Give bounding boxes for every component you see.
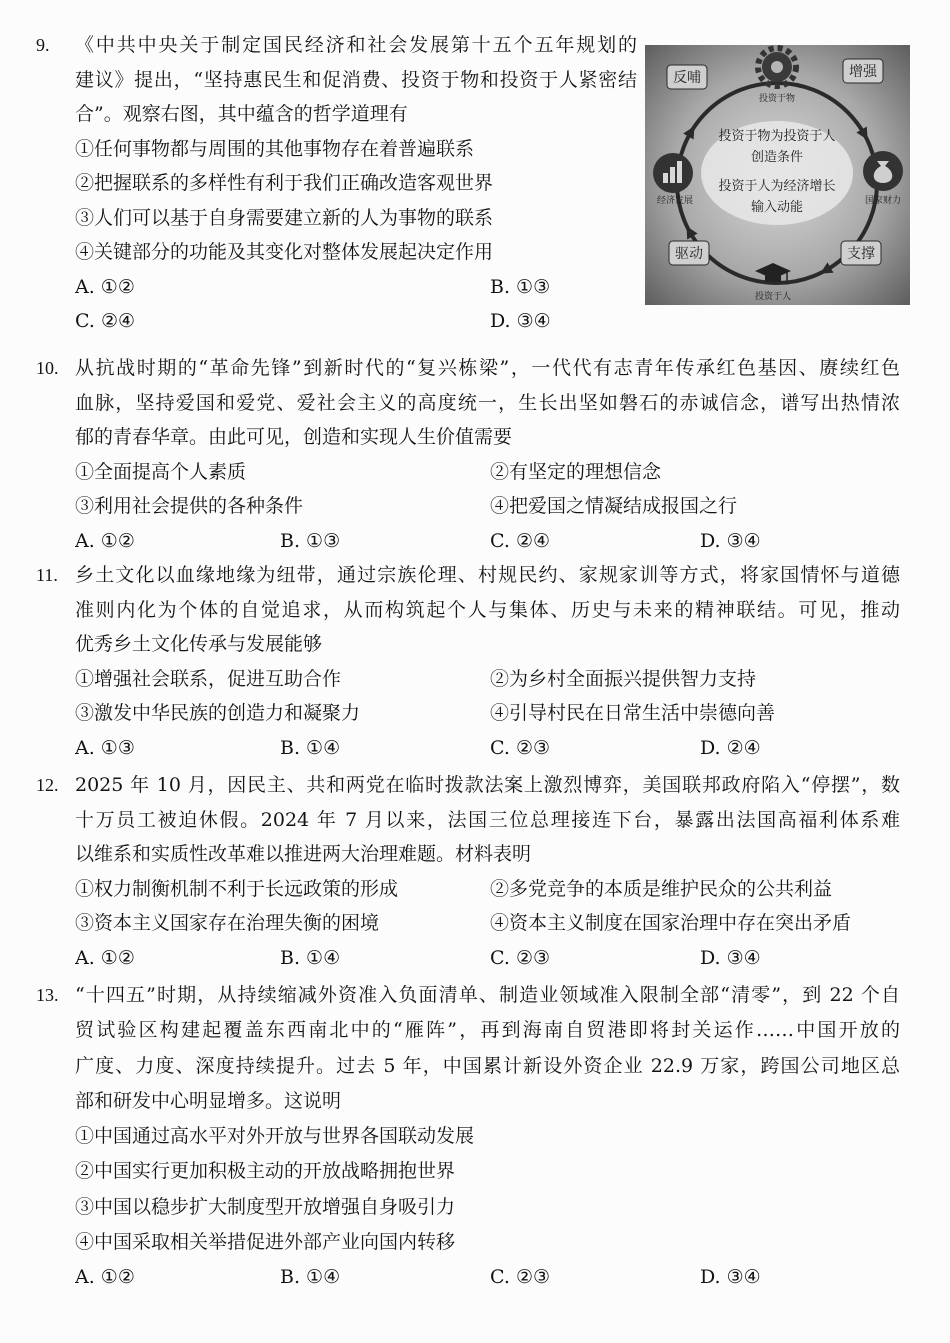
answer-row xyxy=(75,941,900,976)
center-line: 创造条件 xyxy=(750,150,804,165)
answer-choice-a: A. ①② xyxy=(75,275,135,298)
stem-line: “十四五”时期，从持续缩减外资准入负面清单、制造业领域准入限制全部“清零”，到 22 个自 xyxy=(75,984,900,1006)
option-1: ①全面提高个人素质 xyxy=(75,460,247,483)
question-number: 9. xyxy=(36,35,50,55)
option-row xyxy=(75,696,900,731)
stem-line: 从抗战时期的“革命先锋”到新时代的“复兴栋梁”，一代代有志青年传承红色基因、赓续红色 xyxy=(75,357,900,379)
answer-row xyxy=(75,524,900,559)
question-body xyxy=(75,768,900,975)
option-2: ②把握联系的多样性有利于我们正确改造客观世界 xyxy=(75,172,494,194)
answer-choice-c: C. ②③ xyxy=(490,736,551,759)
option-3: ③利用社会提供的各种条件 xyxy=(75,495,304,517)
answer-row xyxy=(75,731,900,766)
option-row xyxy=(75,662,900,697)
center-line: 投资于物为投资于人 xyxy=(718,129,836,144)
question-body xyxy=(75,558,900,765)
option-3: ③激发中华民族的创造力和凝聚力 xyxy=(75,702,361,724)
investment-cycle-figure xyxy=(645,45,910,305)
caption-right: 国家财力 xyxy=(864,196,902,206)
answer-row xyxy=(75,304,900,339)
question-body xyxy=(75,978,900,1296)
option-1: ①权力制衡机制不利于长远政策的形成 xyxy=(75,877,399,900)
center-line: 输入动能 xyxy=(750,200,804,215)
question-body xyxy=(75,351,900,558)
answer-choice-a: A. ①③ xyxy=(75,736,135,759)
stem-line: 建议》提出，“坚持惠民生和促消费、投资于物和投资于人紧密结 xyxy=(75,68,637,91)
center-line: 投资于人为经济增长 xyxy=(718,179,836,194)
answer-row xyxy=(75,1260,900,1295)
option-4: ④中国采取相关举措促进外部产业向国内转移 xyxy=(75,1231,456,1254)
option-2: ②为乡村全面振兴提供智力支持 xyxy=(490,667,757,690)
stem-line: 血脉，坚持爱国和爱党、爱社会主义的高度统一，生长出坚如磐石的赤诚信念，谱写出热情浓 xyxy=(75,391,900,414)
answer-choice-d: D. ③④ xyxy=(700,529,761,552)
stem-line: 2025 年 10 月，因民主、共和两党在临时拨款法案上激烈博弈，美国联邦政府陷入“停摆”，数 xyxy=(75,774,900,796)
option-row xyxy=(75,906,900,941)
answer-choice-b: B. ①③ xyxy=(490,275,551,298)
question-stem xyxy=(75,28,637,132)
question-number: 12. xyxy=(36,775,59,795)
answer-choice-d: D. ③④ xyxy=(700,946,761,969)
option-1: ①中国通过高水平对外开放与世界各国联动发展 xyxy=(75,1125,475,1148)
answer-choice-b: B. ①④ xyxy=(280,1266,341,1289)
bar-chart-icon xyxy=(653,153,693,193)
stem-line: 《中共中央关于制定国民经济和社会发展第十五个五年规划的 xyxy=(75,34,637,56)
stem-line: 乡土文化以血缘地缘为纽带，通过宗族伦理、村规民约、家规家训等方式，将家国情怀与道德 xyxy=(75,564,900,586)
label-enhance: 增强 xyxy=(849,64,877,80)
answer-choice-d: D. ③④ xyxy=(490,310,551,332)
answer-choice-a: A. ①② xyxy=(75,529,135,552)
option-4: ④资本主义制度在国家治理中存在突出矛盾 xyxy=(490,912,852,934)
answer-choice-b: B. ①③ xyxy=(280,529,341,552)
option-4: ④引导村民在日常生活中崇德向善 xyxy=(490,702,776,724)
label-support: 支撑 xyxy=(847,246,875,262)
option-4: ④关键部分的功能及其变化对整体发展起决定作用 xyxy=(75,241,494,263)
stem-line: 合”。观察右图，其中蕴含的哲学道理有 xyxy=(75,103,408,125)
option-3: ③资本主义国家存在治理失衡的困境 xyxy=(75,912,380,934)
label-feedback: 反哺 xyxy=(673,70,701,86)
answer-choice-c: C. ②③ xyxy=(490,1266,551,1289)
answer-choice-d: D. ②④ xyxy=(700,736,761,759)
stem-line: 郁的青春华章。由此可见，创造和实现人生价值需要 xyxy=(75,426,513,448)
option-3: ③中国以稳步扩大制度型开放增强自身吸引力 xyxy=(75,1195,456,1218)
option-2: ②有坚定的理想信念 xyxy=(490,460,662,483)
label-drive: 驱动 xyxy=(675,246,703,262)
question-number: 13. xyxy=(36,985,59,1005)
stem-line: 准则内化为个体的自觉追求，从而构筑起个人与集体、历史与未来的精神联结。可见，推动 xyxy=(75,598,900,621)
answer-choice-d: D. ③④ xyxy=(700,1266,761,1289)
answer-choice-a: A. ①② xyxy=(75,946,135,969)
answer-choice-b: B. ①④ xyxy=(280,736,341,759)
question-number: 10. xyxy=(36,358,59,378)
money-bag-icon xyxy=(863,151,903,191)
option-2: ②中国实行更加积极主动的开放战略拥抱世界 xyxy=(75,1160,456,1183)
stem-line: 部和研发中心明显增多。这说明 xyxy=(75,1089,342,1112)
caption-bottom: 投资于人 xyxy=(754,292,792,302)
option-4: ④把爱国之情凝结成报国之行 xyxy=(490,495,738,517)
option-1: ①增强社会联系，促进互助合作 xyxy=(75,667,342,690)
option-row xyxy=(75,872,900,907)
stem-line: 贸试验区构建起覆盖东西南北中的“雁阵”，再到海南自贸港即将封关运作……中国开放的 xyxy=(75,1019,900,1042)
option-2: ②多党竞争的本质是维护民众的公共利益 xyxy=(490,877,833,900)
option-3: ③人们可以基于自身需要建立新的人为事物的联系 xyxy=(75,206,494,229)
answer-choice-c: C. ②④ xyxy=(75,310,136,332)
question-number: 11. xyxy=(36,565,58,585)
answer-choice-b: B. ①④ xyxy=(280,946,341,969)
caption-top: 投资于物 xyxy=(758,94,796,104)
answer-choice-c: C. ②④ xyxy=(490,529,551,552)
caption-left: 经济发展 xyxy=(656,196,694,206)
option-row xyxy=(75,455,900,490)
answer-choice-a: A. ①② xyxy=(75,1266,135,1289)
stem-line: 优秀乡土文化传承与发展能够 xyxy=(75,633,323,655)
stem-line: 以维系和实质性改革难以推进两大治理难题。材料表明 xyxy=(75,843,532,865)
stem-line: 广度、力度、深度持续提升。过去 5 年，中国累计新设外资企业 22.9 万家，跨国公司地区总 xyxy=(75,1054,900,1077)
option-row xyxy=(75,489,900,524)
option-1: ①任何事物都与周围的其他事物存在着普遍联系 xyxy=(75,137,475,160)
answer-choice-c: C. ②③ xyxy=(490,946,551,969)
stem-line: 十万员工被迫休假。2024 年 7 月以来，法国三位总理接连下台，暴露出法国高福利体系难 xyxy=(75,808,900,831)
